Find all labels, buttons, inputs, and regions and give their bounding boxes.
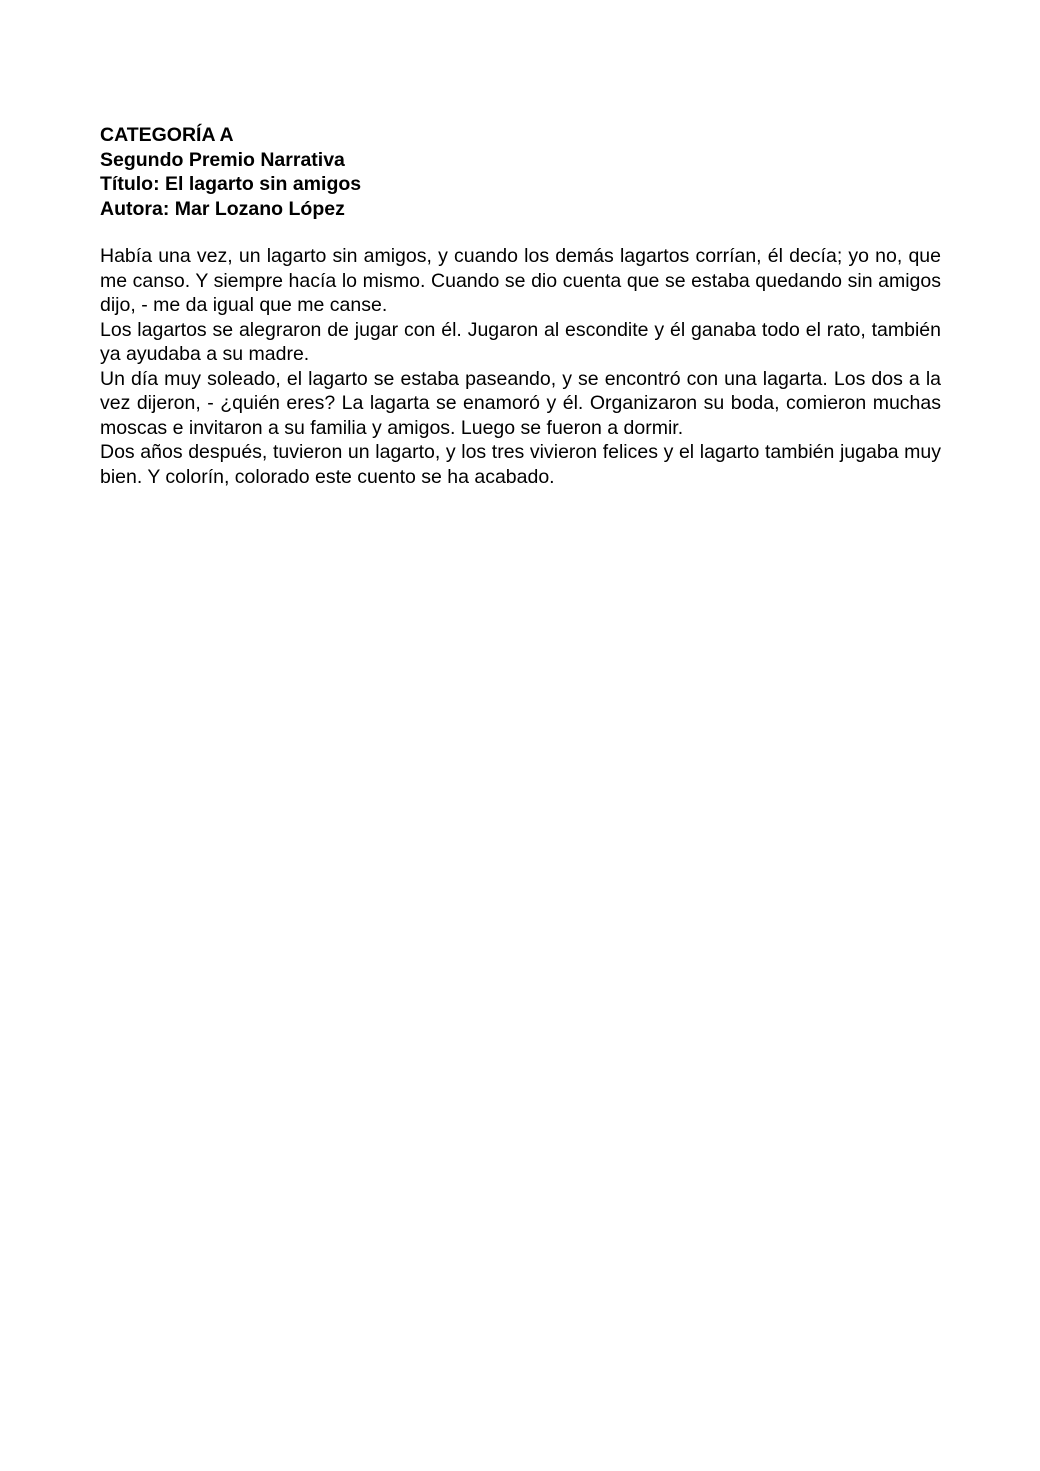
- document-header: [100, 123, 941, 221]
- document-page: [100, 123, 941, 489]
- story-paragraph: Había una vez, un lagarto sin amigos, y cuando los demás lagartos corrían, él decía; yo no, que me canso. Y siempre hacía lo mismo. Cuando se dio cuenta que se estaba quedando sin amigos dijo, - me da igual que me canse.: [100, 245, 941, 316]
- story-author: Autora: Mar Lozano López: [100, 197, 345, 220]
- story-title: Título: El lagarto sin amigos: [100, 173, 362, 195]
- story-body: [100, 244, 941, 489]
- award-heading: Segundo Premio Narrativa: [100, 148, 345, 171]
- story-paragraph: Los lagartos se alegraron de jugar con él. Jugaron al escondite y él ganaba todo el rato, también ya ayudaba a su madre.: [100, 318, 941, 365]
- story-paragraph: Un día muy soleado, el lagarto se estaba paseando, y se encontró con una lagarta. Los dos a la vez dijeron, - ¿quién eres? La lagarta se enamoró y él. Organizaron su boda, comieron muchas moscas e invitaron a su familia y amigos. Luego se fueron a dormir.: [100, 367, 941, 439]
- story-paragraph: Dos años después, tuvieron un lagarto, y los tres vivieron felices y el lagarto también jugaba muy bien. Y colorín, colorado este cuento se ha acabado.: [100, 441, 941, 488]
- category-heading: CATEGORÍA A: [100, 124, 234, 146]
